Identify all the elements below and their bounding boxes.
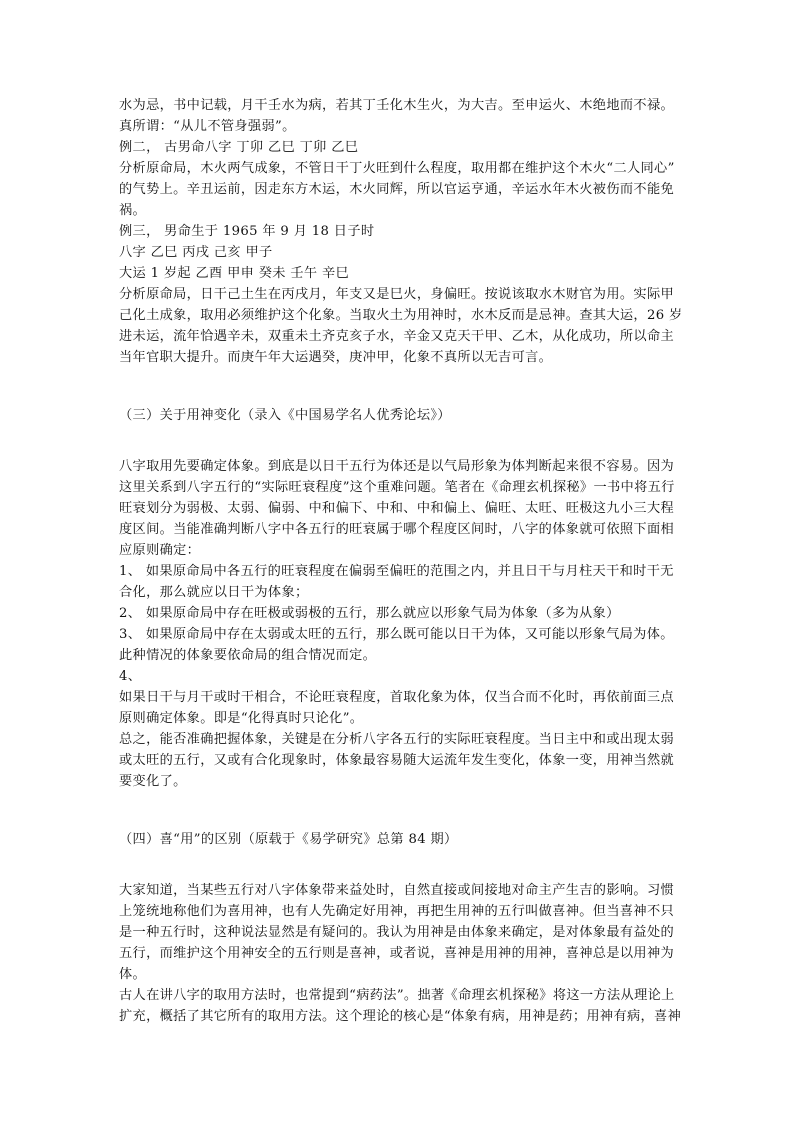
text-line: 五行，而维护这个用神安全的五行则是喜神，或者说，喜神是用神的用神，喜神总是以用神为 xyxy=(119,946,675,961)
text-line: 应原则确定： xyxy=(119,543,201,558)
text-line: 合化，那么就应以日干为体象； xyxy=(119,585,309,600)
text-line: 如果日干与月干或时干相合，不论旺衰程度，首取化象为体，仅当合而不化时，再依前面三点 xyxy=(119,690,675,705)
text-line: 此种情况的体象要依命局的组合情况而定。 xyxy=(119,648,377,663)
text-line: 八字 乙巳 丙戌 己亥 甲子 xyxy=(119,245,273,260)
text-line: 真所谓：“从儿不管身强弱”。 xyxy=(119,119,296,134)
text-line: 祸。 xyxy=(119,203,147,218)
section-4 xyxy=(119,829,683,1027)
text-line: 水为忌，书中记载，月干壬水为病，若其丁壬化木生火，为大吉。至申运火、木绝地而不禄。 xyxy=(119,98,675,113)
text-line: 分析原命局，日干己土生在丙戌月，年支又是巳火，身偏旺。按说该取水木财官为用。实际甲 xyxy=(119,287,675,302)
section-heading: （三）关于用神变化（录入《中国易学名人优秀论坛》） xyxy=(119,408,451,423)
text-line: 己化土成象，取用必须维护这个化象。当取火土为用神时，水木反而是忌神。查其大运，26 岁 xyxy=(119,308,683,323)
list-item: 2、 如果原命局中存在旺极或弱极的五行，那么就应以形象气局为体象（多为从象） xyxy=(119,606,620,621)
text-line: 的气势上。辛丑运前，因走东方木运，木火同辉，所以官运亨通，辛运水年木火被伤而不能免 xyxy=(119,182,675,197)
text-line: 要变化了。 xyxy=(119,774,187,789)
list-item: 4、 xyxy=(119,669,142,684)
intro-section xyxy=(119,95,683,368)
text-line: 这里关系到八字五行的“实际旺衰程度”这个重难问题。笔者在《命理玄机探秘》一书中将五行 xyxy=(119,480,675,495)
text-line: 大家知道，当某些五行对八字体象带来益处时，自然直接或间接地对命主产生吉的影响。习惯 xyxy=(119,883,675,898)
text-line: 扩充，概括了其它所有的取用方法。这个理论的核心是“体象有病，用神是药；用神有病，喜神 xyxy=(119,1009,682,1024)
text-line: 旺衰划分为弱极、太弱、偏弱、中和偏下、中和、中和偏上、偏旺、太旺、旺极这九小三大程 xyxy=(119,501,675,516)
text-line: 分析原命局，木火两气成象，不管日干丁火旺到什么程度，取用都在维护这个木火“二人同心” xyxy=(119,161,675,176)
text-line: 例二， 古男命八字 丁卯 乙巳 丁卯 乙巳 xyxy=(119,140,359,155)
list-item: 1、 如果原命局中各五行的旺衰程度在偏弱至偏旺的范围之内，并且日干与月柱天干和时干无 xyxy=(119,564,674,579)
section-3 xyxy=(119,405,683,792)
text-line: 例三， 男命生于 1965 年 9 月 18 日子时 xyxy=(119,224,375,239)
text-line: 是一种五行时，这种说法显然是有疑问的。我认为用神是由体象来确定，是对体象最有益处的 xyxy=(119,925,675,940)
text-line: 上笼统地称他们为喜用神，也有人先确定好用神，再把生用神的五行叫做喜神。但当喜神不只 xyxy=(119,904,675,919)
text-line: 八字取用先要确定体象。到底是以日干五行为体还是以气局形象为体判断起来很不容易。因为 xyxy=(119,459,675,474)
text-line: 进未运，流年恰遇辛未，双重未土齐克亥子水，辛金又克天干甲、乙木，从化成功，所以命主 xyxy=(119,329,675,344)
text-line: 古人在讲八字的取用方法时，也常提到“病药法”。拙著《命理玄机探秘》将这一方法从理论上 xyxy=(119,988,675,1003)
text-line: 度区间。当能准确判断八字中各五行的旺衰属于哪个程度区间时，八字的体象就可依照下面相 xyxy=(119,522,675,537)
section-heading: （四）喜“用”的区别（原载于《易学研究》总第 84 期） xyxy=(119,832,458,847)
text-line: 体。 xyxy=(119,967,147,982)
text-line: 当年官职大提升。而庚午年大运遇癸，庚冲甲，化象不真所以无吉可言。 xyxy=(119,350,553,365)
text-line: 总之，能否准确把握体象，关键是在分析八字各五行的实际旺衰程度。当日主中和或出现太弱 xyxy=(119,732,675,747)
text-line: 或太旺的五行，又或有合化现象时，体象最容易随大运流年发生变化，体象一变，用神当然就 xyxy=(119,753,675,768)
text-line: 大运 1 岁起 乙酉 甲申 癸未 壬午 辛巳 xyxy=(119,266,350,281)
text-line: 原则确定体象。即是“化得真时只论化”。 xyxy=(119,711,364,726)
list-item: 3、 如果原命局中存在太弱或太旺的五行，那么既可能以日干为体，又可能以形象气局为体。 xyxy=(119,627,674,642)
